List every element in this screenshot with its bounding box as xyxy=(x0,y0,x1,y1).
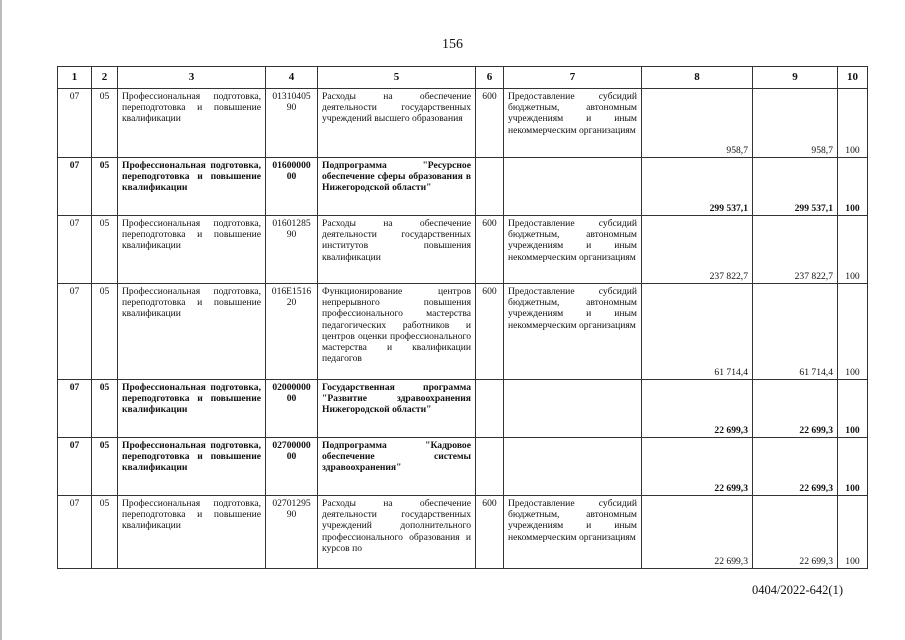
cell-target-article: 0131040590 xyxy=(266,89,318,158)
table-row xyxy=(58,496,868,569)
cell-section: 07 xyxy=(58,284,92,380)
cell-value-planned: 237 822,7 xyxy=(642,216,753,284)
cell-expense-type-name xyxy=(504,380,642,438)
cell-article-name: Подпрограмма "Кадровое обеспечение системы здравоохранения" xyxy=(318,438,476,496)
page-number: 156 xyxy=(442,37,463,52)
scan-left-edge xyxy=(0,0,2,640)
table-row xyxy=(58,380,868,438)
cell-value-planned: 958,7 xyxy=(642,89,753,158)
cell-article-name: Функционирование центров непрерывного повышения профессионального мастерства педагогических работников и центров оценки профессионального мастерства и квалификации педагогов xyxy=(318,284,476,380)
cell-article-name: Расходы на обеспечение деятельности государственных институтов повышения квалификации xyxy=(318,216,476,284)
cell-subsection: 05 xyxy=(92,380,118,438)
header-col-8: 8 xyxy=(642,67,753,89)
document-code: 0404/2022-642(1) xyxy=(752,583,843,597)
cell-target-article: 0200000000 xyxy=(266,380,318,438)
cell-value-planned: 61 714,4 xyxy=(642,284,753,380)
cell-value-executed: 237 822,7 xyxy=(753,216,838,284)
table-row xyxy=(58,216,868,284)
cell-expense-type: 600 xyxy=(476,89,504,158)
cell-section-name: Профессиональная подготовка, переподготовка и повышение квалификации xyxy=(118,438,266,496)
header-col-4: 4 xyxy=(266,67,318,89)
cell-expense-type-name: Предоставление субсидий бюджетным, автономным учреждениям и иным некоммерческим организациям xyxy=(504,284,642,380)
cell-article-name: Государственная программа "Развитие здравоохранения Нижегородской области" xyxy=(318,380,476,438)
cell-percent: 100 xyxy=(838,496,868,569)
cell-target-article: 016E151620 xyxy=(266,284,318,380)
cell-section-name: Профессиональная подготовка, переподготовка и повышение квалификации xyxy=(118,496,266,569)
cell-target-article: 0270000000 xyxy=(266,438,318,496)
table-body xyxy=(58,89,868,569)
cell-value-executed: 299 537,1 xyxy=(753,158,838,216)
cell-value-executed: 22 699,3 xyxy=(753,496,838,569)
cell-subsection: 05 xyxy=(92,216,118,284)
header-col-9: 9 xyxy=(753,67,838,89)
cell-percent: 100 xyxy=(838,216,868,284)
cell-section: 07 xyxy=(58,496,92,569)
cell-subsection: 05 xyxy=(92,284,118,380)
cell-target-article: 0270129590 xyxy=(266,496,318,569)
cell-expense-type xyxy=(476,438,504,496)
cell-section-name: Профессиональная подготовка, переподготовка и повышение квалификации xyxy=(118,380,266,438)
cell-value-executed: 61 714,4 xyxy=(753,284,838,380)
header-col-7: 7 xyxy=(504,67,642,89)
cell-section: 07 xyxy=(58,380,92,438)
cell-article-name: Расходы на обеспечение деятельности государственных учреждений дополнительного профессионального образования и курсов по xyxy=(318,496,476,569)
header-col-2: 2 xyxy=(92,67,118,89)
cell-value-planned: 22 699,3 xyxy=(642,496,753,569)
cell-value-executed: 22 699,3 xyxy=(753,438,838,496)
table-row xyxy=(58,438,868,496)
header-col-3: 3 xyxy=(118,67,266,89)
cell-section: 07 xyxy=(58,438,92,496)
cell-percent: 100 xyxy=(838,89,868,158)
cell-percent: 100 xyxy=(838,158,868,216)
cell-subsection: 05 xyxy=(92,89,118,158)
cell-article-name: Расходы на обеспечение деятельности государственных учреждений высшего образования xyxy=(318,89,476,158)
cell-expense-type-name xyxy=(504,438,642,496)
header-col-6: 6 xyxy=(476,67,504,89)
cell-value-planned: 299 537,1 xyxy=(642,158,753,216)
cell-value-planned: 22 699,3 xyxy=(642,438,753,496)
cell-expense-type-name: Предоставление субсидий бюджетным, автономным учреждениям и иным некоммерческим организациям xyxy=(504,216,642,284)
cell-subsection: 05 xyxy=(92,158,118,216)
header-col-10: 10 xyxy=(838,67,868,89)
cell-target-article: 0160128590 xyxy=(266,216,318,284)
cell-value-executed: 22 699,3 xyxy=(753,380,838,438)
header-col-1: 1 xyxy=(58,67,92,89)
cell-section-name: Профессиональная подготовка, переподготовка и повышение квалификации xyxy=(118,216,266,284)
cell-expense-type: 600 xyxy=(476,216,504,284)
cell-target-article: 0160000000 xyxy=(266,158,318,216)
cell-section-name: Профессиональная подготовка, переподготовка и повышение квалификации xyxy=(118,284,266,380)
cell-expense-type xyxy=(476,158,504,216)
cell-expense-type-name xyxy=(504,158,642,216)
cell-section: 07 xyxy=(58,158,92,216)
table-row xyxy=(58,89,868,158)
cell-value-planned: 22 699,3 xyxy=(642,380,753,438)
cell-percent: 100 xyxy=(838,380,868,438)
cell-article-name: Подпрограмма "Ресурсное обеспечение сферы образования в Нижегородской области" xyxy=(318,158,476,216)
cell-subsection: 05 xyxy=(92,438,118,496)
cell-subsection: 05 xyxy=(92,496,118,569)
table-header-row xyxy=(58,67,868,89)
budget-table xyxy=(57,66,868,569)
cell-expense-type: 600 xyxy=(476,496,504,569)
cell-section: 07 xyxy=(58,216,92,284)
cell-expense-type-name: Предоставление субсидий бюджетным, автономным учреждениям и иным некоммерческим организациям xyxy=(504,496,642,569)
cell-expense-type xyxy=(476,380,504,438)
cell-section: 07 xyxy=(58,89,92,158)
cell-percent: 100 xyxy=(838,438,868,496)
cell-section-name: Профессиональная подготовка, переподготовка и повышение квалификации xyxy=(118,158,266,216)
cell-section-name: Профессиональная подготовка, переподготовка и повышение квалификации xyxy=(118,89,266,158)
cell-percent: 100 xyxy=(838,284,868,380)
cell-value-executed: 958,7 xyxy=(753,89,838,158)
cell-expense-type-name: Предоставление субсидий бюджетным, автономным учреждениям и иным некоммерческим организациям xyxy=(504,89,642,158)
cell-expense-type: 600 xyxy=(476,284,504,380)
header-col-5: 5 xyxy=(318,67,476,89)
table-row xyxy=(58,158,868,216)
table-row xyxy=(58,284,868,380)
